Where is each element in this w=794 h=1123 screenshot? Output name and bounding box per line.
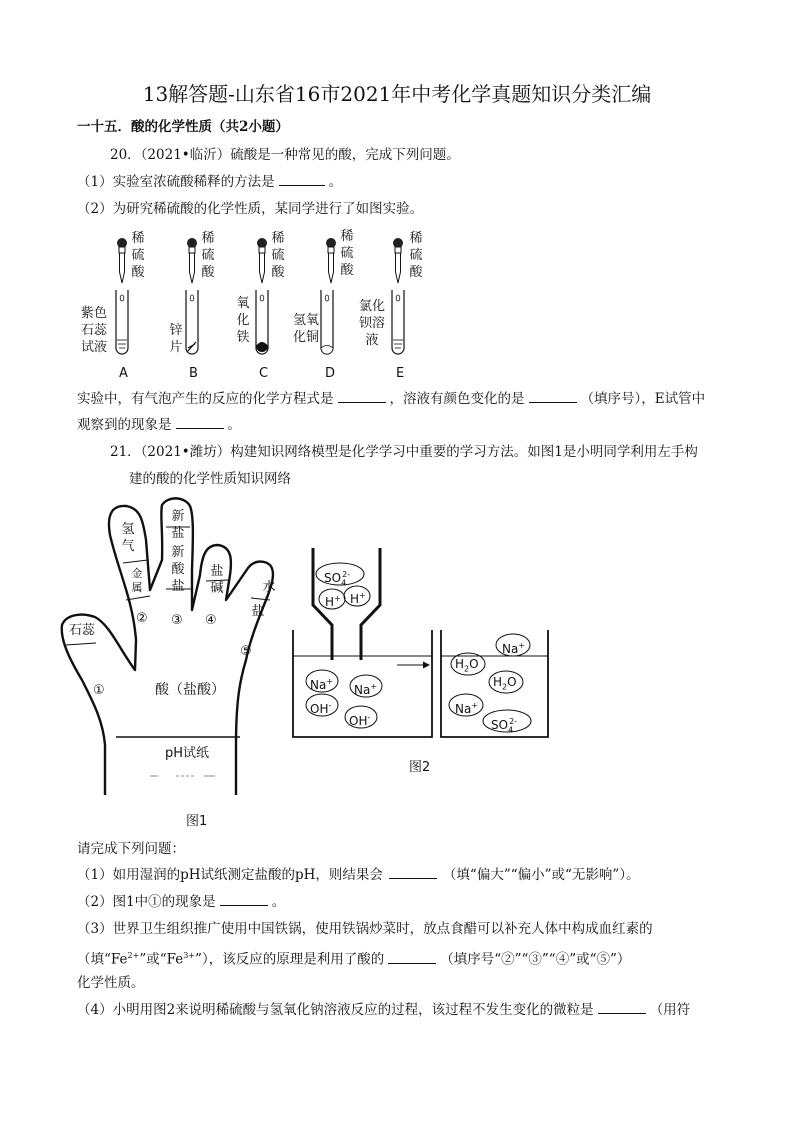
molecule-water: $H_2O$ (493, 675, 517, 692)
q20-part1-text: （1）实验室浓硫酸稀释的方法是 (77, 174, 275, 190)
tube-letter-a: A (119, 366, 128, 381)
ion-sodium: Na+ (310, 677, 334, 692)
ion-hydrogen: H+ (325, 594, 341, 609)
q21-part3-line2: （填“$Fe^{2+}$”或“$Fe^{3+}$”），该反应的原理是利用了酸的 （填序号“②”“③”“④”或“⑤”） (77, 951, 631, 968)
hand-label-salt-base: 盐碱 (210, 564, 224, 596)
q21-part3-line1: （3）世界卫生组织推广使用中国铁锅，使用铁锅炒菜时，放点食醋可以补充人体中构成血红素的 (77, 921, 653, 937)
q21-request: 请完成下列问题： (77, 841, 185, 857)
q20-stem: 20．（2021•临沂）硫酸是一种常见的酸，完成下列问题。 (110, 147, 460, 163)
tube-letter-b: B (189, 366, 198, 381)
ion-hydroxide: OH- (310, 701, 332, 716)
hand-number-5: ⑤ (240, 644, 252, 659)
q20-part1-end: 。 (328, 174, 343, 190)
hand-number-1: ① (93, 683, 105, 698)
hand-label-salt: 盐 (251, 604, 265, 619)
figure-1-caption: 图1 (186, 814, 208, 829)
ion-sodium: Na+ (502, 641, 526, 656)
hand-label-new-acid-salt: 新酸盐 (171, 545, 185, 594)
hand-label-new-salt: 新盐 (171, 509, 185, 541)
q20-after-line2: 观察到的现象是 。 (77, 417, 241, 433)
q20-part2: （2）为研究稀硫酸的化学性质，某同学进行了如图实验。 (77, 201, 424, 217)
ion-sulfate: $SO_4^{2-}$ (491, 717, 518, 735)
q21-part2: （2）图1中①的现象是 。 (77, 894, 286, 910)
hand-wrist-label: pH试纸 (165, 746, 210, 761)
answer-blank[interactable] (389, 866, 437, 879)
hand-palm-label: 酸（盐酸） (155, 682, 225, 698)
page-title: 13解答题-山东省16市2021年中考化学真题知识分类汇编 (142, 82, 652, 106)
hand-label-water: 水 (262, 580, 276, 595)
hand-label-metal: 金属 (131, 567, 143, 594)
hand-label-litmus: 石蕊 (68, 623, 95, 638)
dropper-label-e: 稀硫酸 (409, 231, 423, 280)
hand-label-hydrogen: 氢气 (121, 522, 135, 554)
q21-stem-line1: 21．（2021•潍坊）构建知识网络模型是化学学习中重要的学习方法。如图1是小明同学利用左手构 (110, 444, 698, 460)
q21-stem-line2: 建的酸的化学性质知识网络 (129, 471, 291, 487)
figure-2-caption: 图2 (409, 760, 431, 775)
ion-sodium: Na+ (455, 701, 479, 716)
tube-letter-c: C (259, 366, 269, 381)
dropper-label-d: 稀硫酸 (340, 229, 354, 278)
reagent-label-b: 锌 片 (169, 323, 183, 355)
tube-letter-d: D (325, 366, 336, 381)
tube-letter-e: E (396, 366, 405, 381)
hand-number-4: ④ (205, 613, 217, 628)
molecule-water: $H_2O$ (455, 657, 479, 674)
reagent-label-d: 氢氧 化铜 (292, 313, 319, 345)
hand-number-2: ② (136, 611, 148, 626)
q21-part1: （1）如用湿润的pH试纸测定盐酸的pH，则结果会 （填“偏大”“偏小”或“无影响”）。 (77, 867, 640, 883)
reagent-label-e: 氯化 钡溶 液 (358, 299, 385, 348)
section-heading: 一十五．酸的化学性质（共2小题） (77, 119, 289, 135)
dropper-label-a: 稀硫酸 (131, 231, 145, 280)
answer-blank[interactable] (388, 951, 436, 964)
dropper-label-b: 稀硫酸 (201, 231, 215, 280)
dropper-label-c: 稀硫酸 (271, 231, 285, 280)
reagent-label-c: 氧 化 铁 (236, 296, 250, 345)
ion-hydrogen: H+ (350, 591, 366, 606)
q20-after-line1: 实验中，有气泡产生的反应的化学方程式是 ，溶液有颜色变化的是 （填序号），E试管中 (77, 391, 706, 407)
answer-blank[interactable] (598, 1001, 646, 1014)
q21-part3-line3: 化学性质。 (77, 975, 145, 991)
hand-number-3: ③ (171, 613, 183, 628)
reagent-label-a: 紫色 石蕊 试液 (80, 306, 107, 355)
ion-sodium: Na+ (354, 682, 378, 697)
ion-sulfate: $SO_4^{2-}$ (324, 570, 351, 588)
q21-part4: （4）小明用图2来说明稀硫酸与氢氧化钠溶液反应的过程，该过程不发生变化的微粒是 （用符 (77, 1002, 691, 1018)
ion-hydroxide: OH- (349, 713, 371, 728)
answer-blank[interactable] (220, 893, 268, 906)
